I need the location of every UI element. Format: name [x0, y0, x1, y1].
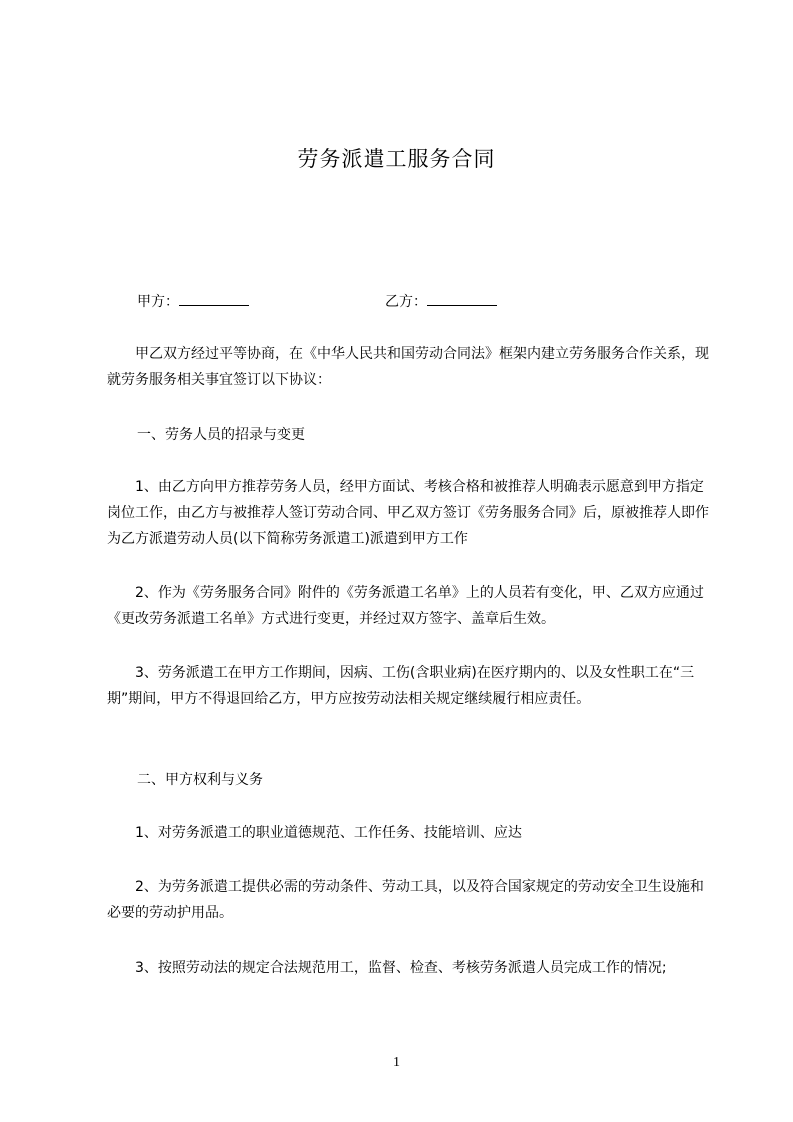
section-1-clause-1: 1、由乙方向甲方推荐劳务人员，经甲方面试、考核合格和被推荐人明确表示愿意到甲方指定岗位工作，由乙方与被推荐人签订劳动合同、甲乙双方签订《劳务服务合同》后，原被推荐人即作为乙方派遣劳动人员(以下简称劳务派遣工)派遣到甲方工作 [107, 479, 709, 547]
party-b-blank [427, 291, 497, 306]
section-1-clause-3: 3、劳务派遣工在甲方工作期间，因病、工伤(含职业病)在医疗期内的、以及女性职工在“三期”期间，甲方不得退回给乙方，甲方应按劳动法相关规定继续履行相应责任。 [107, 665, 695, 707]
section-2-clause-2: 2、为劳务派遣工提供必需的劳动条件、劳动工具，以及符合国家规定的劳动安全卫生设施和必要的劳动护用品。 [107, 879, 704, 921]
party-b-label: 乙方： [385, 294, 427, 310]
section-1-clause-2: 2、作为《劳务服务合同》附件的《劳务派遣工名单》上的人员若有变化，甲、乙双方应通过《更改劳务派遣工名单》方式进行变更，并经过双方签字、盖章后生效。 [107, 585, 704, 627]
intro-paragraph: 甲乙双方经过平等协商，在《中华人民共和国劳动合同法》框架内建立劳务服务合作关系，现就劳务服务相关事宜签订以下协议： [107, 346, 709, 388]
party-a-field [137, 291, 249, 312]
section-2-clause-3: 3、按照劳动法的规定合法规范用工，监督、检查、考核劳务派遣人员完成工作的情况; [135, 960, 667, 976]
party-a-blank [179, 291, 249, 306]
section-2-clause-1: 1、对劳务派遣工的职业道德规范、工作任务、技能培训、应达 [135, 825, 522, 841]
section-2-heading: 二、甲方权利与义务 [137, 772, 263, 788]
section-1-heading: 一、劳务人员的招录与变更 [137, 427, 305, 443]
party-b-field [385, 291, 497, 312]
document-title: 劳务派遣工服务合同 [297, 147, 496, 171]
page-number: 1 [393, 1055, 400, 1070]
party-a-label: 甲方： [137, 294, 179, 310]
